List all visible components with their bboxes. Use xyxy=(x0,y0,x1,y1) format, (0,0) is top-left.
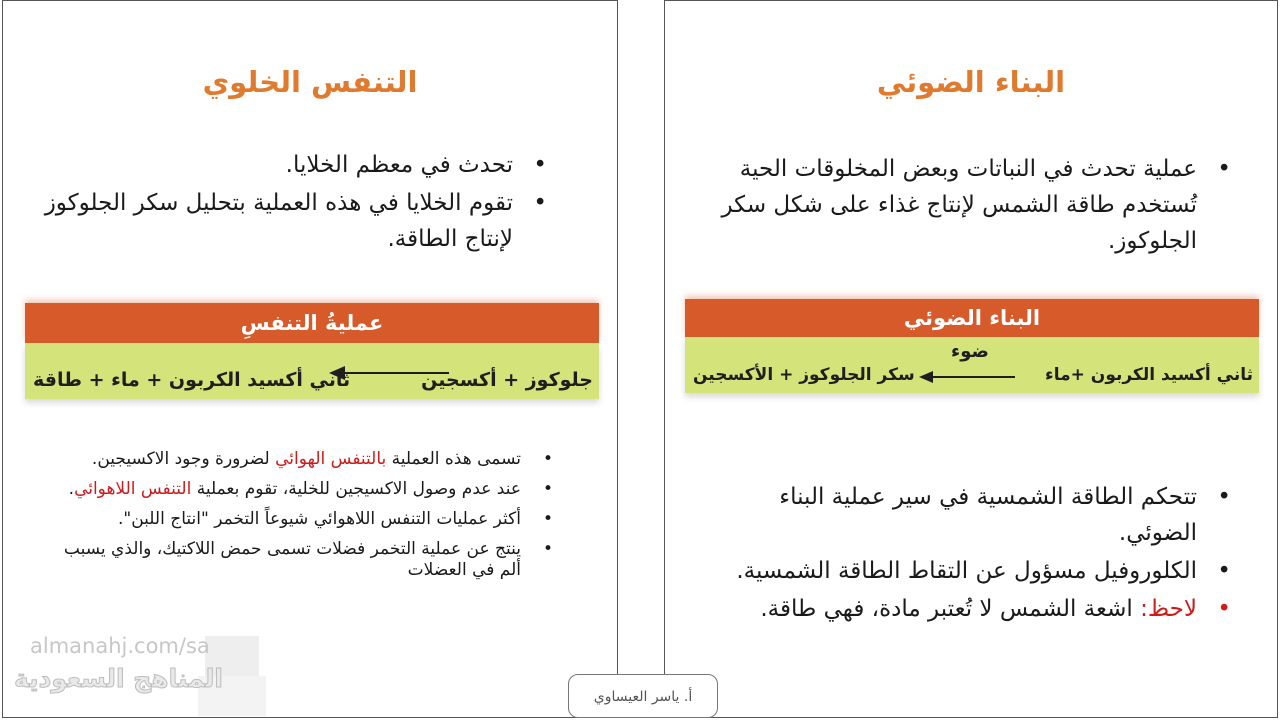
photosynthesis-title: البناء الضوئي xyxy=(876,65,1066,99)
respiration-title: التنفس الخلوي xyxy=(202,65,418,99)
respiration-equation-box xyxy=(25,303,599,399)
respiration-notes xyxy=(63,449,565,590)
watermark-url: almanahj.com/sa xyxy=(30,634,210,658)
respiration-products: ثاني أكسيد الكربون + ماء + طاقة xyxy=(33,369,351,391)
respiration-panel xyxy=(2,0,618,718)
list-item: • أكثر عمليات التنفس اللاهوائي شيوعاً التخمر "انتاج اللبن". xyxy=(63,509,565,530)
photosynthesis-reactants: ثاني أكسيد الكربون +ماء xyxy=(1045,365,1253,385)
author-label: أ. ياسر العيساوي xyxy=(568,674,718,718)
list-item: • ينتج عن عملية التخمر فضلات تسمى حمض اللاكتيك، والذي يسبب ألم في العضلات xyxy=(63,539,565,581)
list-item: • تحدث في معظم الخلايا. xyxy=(43,147,557,183)
photosynthesis-equation-header: البناء الضوئي xyxy=(685,299,1259,337)
photosynthesis-bullets xyxy=(701,151,1241,261)
photosynthesis-equation-body xyxy=(685,337,1259,393)
note-item: • لاحظ: اشعة الشمس لا تُعتبر مادة، فهي طاقة. xyxy=(725,591,1241,627)
respiration-equation-header: عمليةُ التنفسِ xyxy=(25,303,599,343)
photosynthesis-bullets-2 xyxy=(725,479,1241,629)
list-item: • الكلوروفيل مسؤول عن التقاط الطاقة الشمسية. xyxy=(725,553,1241,589)
list-item: • عملية تحدث في النباتات وبعض المخلوقات الحية تُستخدم طاقة الشمس لإنتاج غذاء على شكل سكر الجلوكوز. xyxy=(701,151,1241,259)
photosynthesis-equation-box xyxy=(685,299,1259,393)
list-item: • تسمى هذه العملية بالتنفس الهوائي لضرورة وجود الاكسيجين. xyxy=(63,449,565,470)
photosynthesis-panel xyxy=(664,0,1278,718)
watermark-logo: المناهج السعودية xyxy=(14,664,223,693)
photosynthesis-arrow-label: ضوء xyxy=(951,341,989,362)
list-item: • تتحكم الطاقة الشمسية في سير عملية البناء الضوئي. xyxy=(725,479,1241,551)
reaction-arrow-icon xyxy=(919,369,1015,385)
list-item: • تقوم الخلايا في هذه العملية بتحليل سكر الجلوكوز لإنتاج الطاقة. xyxy=(43,185,557,257)
list-item: • عند عدم وصول الاكسيجين للخلية، تقوم بعملية التنفس اللاهوائي. xyxy=(63,479,565,500)
respiration-equation-body xyxy=(25,343,599,399)
respiration-reactants: جلوكوز + أكسجين xyxy=(421,369,593,391)
respiration-bullets xyxy=(43,147,557,259)
photosynthesis-products: سكر الجلوكوز + الأكسجين xyxy=(693,365,915,385)
